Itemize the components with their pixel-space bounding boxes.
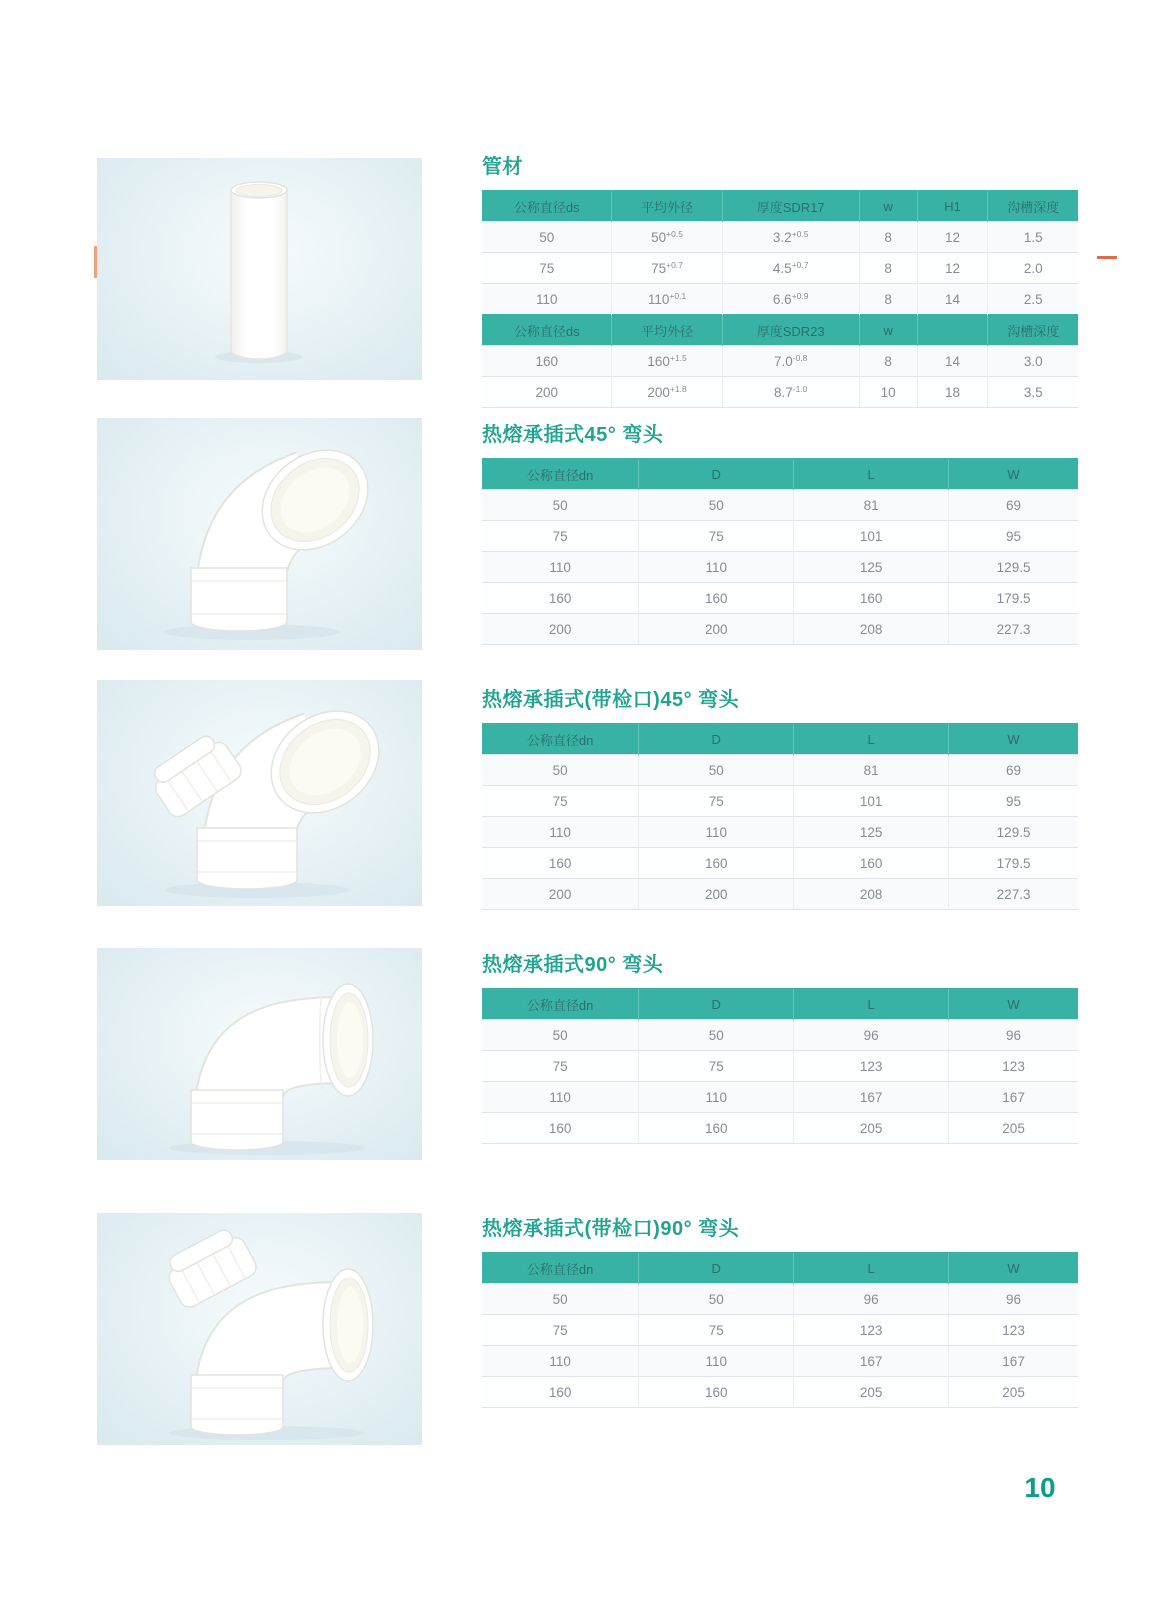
value-cell: 2.0 (988, 253, 1078, 284)
table-row (482, 521, 1078, 552)
table-row (482, 1113, 1078, 1144)
value-cell: 50 (482, 755, 639, 786)
value-cell: 200 (482, 614, 639, 645)
value-cell: 160 (794, 583, 949, 614)
table-row (482, 1284, 1078, 1315)
value-cell: 50 (639, 490, 794, 521)
section-title-elbow45: 热熔承插式45° 弯头 (482, 424, 664, 446)
column-header-cell: D (639, 459, 794, 490)
table-row (482, 1082, 1078, 1113)
column-header-cell: 厚度SDR23 (722, 315, 859, 346)
value-cell: 75 (482, 1315, 639, 1346)
value-cell: 75 (482, 521, 639, 552)
column-header-cell: w (859, 191, 917, 222)
elbow90-socket (191, 1090, 283, 1150)
pipe-illustration (97, 158, 422, 380)
value-cell: 12 (917, 222, 988, 253)
value-cell: 227.3 (949, 879, 1078, 910)
table-row (482, 552, 1078, 583)
value-cell: 160 (482, 583, 639, 614)
value-cell: 200 (482, 879, 639, 910)
column-header-cell: 平均外径 (612, 315, 722, 346)
table-row (482, 1346, 1078, 1377)
value-cell: 167 (794, 1346, 949, 1377)
section-title-elbow45-port: 热熔承插式(带检口)45° 弯头 (482, 689, 740, 711)
pipe-body (231, 190, 287, 359)
value-cell: 75 (639, 786, 794, 817)
value-cell: 14 (917, 346, 988, 377)
value-cell: 12 (917, 253, 988, 284)
value-cell: 8 (859, 222, 917, 253)
value-cell: 95 (949, 786, 1078, 817)
value-cell: 14 (917, 284, 988, 315)
table-header-row (482, 1253, 1078, 1284)
value-cell: 208 (794, 614, 949, 645)
value-cell: 3.0 (988, 346, 1078, 377)
value-cell: $3.2^{+0.5}$ (722, 222, 859, 253)
value-cell: 110 (639, 552, 794, 583)
value-cell: 160 (482, 346, 612, 377)
column-header-cell: 公称直径ds (482, 191, 612, 222)
elbow45-socket (191, 568, 287, 631)
value-cell: 208 (794, 879, 949, 910)
table-header-row (482, 724, 1078, 755)
value-cell: 160 (639, 1377, 794, 1408)
elbow90-port-illustration (97, 1213, 422, 1445)
value-cell: 200 (639, 879, 794, 910)
table-row (482, 377, 1078, 408)
right-crop-mark (1097, 256, 1117, 259)
value-cell: 125 (794, 552, 949, 583)
value-cell: 69 (949, 755, 1078, 786)
column-header-cell: L (794, 989, 949, 1020)
value-cell: 75 (482, 786, 639, 817)
value-cell: 110 (482, 817, 639, 848)
value-cell: 167 (794, 1082, 949, 1113)
value-cell: 75 (482, 253, 612, 284)
column-header-cell: 公称直径dn (482, 989, 639, 1020)
column-header-cell: L (794, 459, 949, 490)
table-row (482, 786, 1078, 817)
column-header-cell (917, 315, 988, 346)
value-cell: 50 (482, 222, 612, 253)
value-cell: 160 (482, 1377, 639, 1408)
product-image-elbow45 (97, 418, 422, 650)
value-cell: 123 (794, 1051, 949, 1082)
value-cell: $8.7^{-1.0}$ (722, 377, 859, 408)
value-cell: 110 (482, 1082, 639, 1113)
value-cell: 96 (949, 1020, 1078, 1051)
elbow90-opening (323, 1269, 373, 1381)
column-header-cell: D (639, 724, 794, 755)
column-header-cell: 公称直径dn (482, 1253, 639, 1284)
value-cell: 200 (482, 377, 612, 408)
value-cell: 81 (794, 755, 949, 786)
table-header-row (482, 191, 1078, 222)
section-title-pipe: 管材 (482, 156, 523, 178)
value-cell: 123 (949, 1315, 1078, 1346)
value-cell: 95 (949, 521, 1078, 552)
value-cell: 205 (949, 1377, 1078, 1408)
column-header-cell: W (949, 459, 1078, 490)
value-cell: 101 (794, 521, 949, 552)
table-row (482, 346, 1078, 377)
column-header-cell: L (794, 1253, 949, 1284)
table-row (482, 879, 1078, 910)
value-cell: 69 (949, 490, 1078, 521)
table-row (482, 1315, 1078, 1346)
column-header-cell: 沟槽深度 (988, 191, 1078, 222)
value-cell: 205 (794, 1377, 949, 1408)
left-crop-mark (94, 246, 97, 278)
value-cell: 96 (794, 1020, 949, 1051)
value-cell: 205 (949, 1113, 1078, 1144)
column-header-cell: H1 (917, 191, 988, 222)
column-header-cell: D (639, 989, 794, 1020)
value-cell: 129.5 (949, 817, 1078, 848)
spec-table-elbow90-port (482, 1252, 1078, 1408)
elbow90-socket (191, 1375, 283, 1435)
value-cell: 110 (482, 284, 612, 315)
column-header-cell: 公称直径dn (482, 724, 639, 755)
table-row (482, 1020, 1078, 1051)
value-cell: 50 (482, 1020, 639, 1051)
value-cell: 123 (949, 1051, 1078, 1082)
table-row (482, 490, 1078, 521)
value-cell: $160^{+1.5}$ (612, 346, 722, 377)
table-row (482, 1051, 1078, 1082)
section-title-elbow90: 热熔承插式90° 弯头 (482, 954, 664, 976)
elbow90-illustration (97, 948, 422, 1160)
value-cell: 160 (639, 848, 794, 879)
value-cell: $6.6^{+0.9}$ (722, 284, 859, 315)
value-cell: $7.0^{-0.8}$ (722, 346, 859, 377)
product-image-elbow45-port (97, 680, 422, 906)
value-cell: 1.5 (988, 222, 1078, 253)
table-row (482, 755, 1078, 786)
value-cell: 8 (859, 253, 917, 284)
product-image-pipe (97, 158, 422, 380)
value-cell: 50 (639, 1284, 794, 1315)
value-cell: 3.5 (988, 377, 1078, 408)
value-cell: 110 (482, 1346, 639, 1377)
page-number: 10 (1024, 1472, 1056, 1503)
value-cell: 18 (917, 377, 988, 408)
product-image-elbow90 (97, 948, 422, 1160)
elbow90-opening (323, 984, 373, 1096)
value-cell: 2.5 (988, 284, 1078, 315)
spec-table-pipe (482, 190, 1078, 408)
value-cell: 160 (639, 583, 794, 614)
column-header-cell: W (949, 724, 1078, 755)
value-cell: 160 (794, 848, 949, 879)
value-cell: 81 (794, 490, 949, 521)
column-header-cell: W (949, 1253, 1078, 1284)
value-cell: 75 (639, 1315, 794, 1346)
column-header-cell: 沟槽深度 (988, 315, 1078, 346)
value-cell: 96 (794, 1284, 949, 1315)
value-cell: 50 (482, 490, 639, 521)
value-cell: $110^{+0.1}$ (612, 284, 722, 315)
column-header-cell: W (949, 989, 1078, 1020)
value-cell: $4.5^{+0.7}$ (722, 253, 859, 284)
table-row (482, 848, 1078, 879)
value-cell: 101 (794, 786, 949, 817)
elbow45-illustration (97, 418, 422, 650)
table-row (482, 817, 1078, 848)
value-cell: 179.5 (949, 848, 1078, 879)
value-cell: 75 (639, 521, 794, 552)
column-header-cell: w (859, 315, 917, 346)
value-cell: 50 (482, 1284, 639, 1315)
column-header-cell: 公称直径ds (482, 315, 612, 346)
value-cell: 8 (859, 284, 917, 315)
value-cell: 167 (949, 1346, 1078, 1377)
column-header-cell: 平均外径 (612, 191, 722, 222)
value-cell: 8 (859, 346, 917, 377)
value-cell: $200^{+1.8}$ (612, 377, 722, 408)
inspection-cap-icon (160, 1223, 260, 1310)
value-cell: 125 (794, 817, 949, 848)
elbow45-port-illustration (97, 680, 422, 906)
elbow45-socket (197, 828, 297, 889)
spec-table-elbow45 (482, 458, 1078, 645)
value-cell: 110 (639, 1346, 794, 1377)
table-row (482, 253, 1078, 284)
value-cell: 200 (639, 614, 794, 645)
section-title-elbow90-port: 热熔承插式(带检口)90° 弯头 (482, 1218, 740, 1240)
value-cell: 179.5 (949, 583, 1078, 614)
column-header-cell: D (639, 1253, 794, 1284)
table-row (482, 1377, 1078, 1408)
value-cell: 129.5 (949, 552, 1078, 583)
table-row (482, 583, 1078, 614)
column-header-cell: 公称直径dn (482, 459, 639, 490)
value-cell: $50^{+0.5}$ (612, 222, 722, 253)
value-cell: 160 (639, 1113, 794, 1144)
value-cell: 50 (639, 755, 794, 786)
value-cell: 10 (859, 377, 917, 408)
column-header-cell: L (794, 724, 949, 755)
table-row (482, 284, 1078, 315)
value-cell: 205 (794, 1113, 949, 1144)
spec-table-elbow90 (482, 988, 1078, 1144)
value-cell: $75^{+0.7}$ (612, 253, 722, 284)
table-row (482, 222, 1078, 253)
product-image-elbow90-port (97, 1213, 422, 1445)
value-cell: 123 (794, 1315, 949, 1346)
value-cell: 160 (482, 848, 639, 879)
value-cell: 75 (482, 1051, 639, 1082)
value-cell: 96 (949, 1284, 1078, 1315)
table-header-row (482, 315, 1078, 346)
value-cell: 160 (482, 1113, 639, 1144)
value-cell: 75 (639, 1051, 794, 1082)
column-header-cell: 厚度SDR17 (722, 191, 859, 222)
table-row (482, 614, 1078, 645)
value-cell: 167 (949, 1082, 1078, 1113)
value-cell: 227.3 (949, 614, 1078, 645)
table-header-row (482, 989, 1078, 1020)
table-header-row (482, 459, 1078, 490)
value-cell: 110 (639, 1082, 794, 1113)
value-cell: 110 (482, 552, 639, 583)
value-cell: 110 (639, 817, 794, 848)
spec-table-elbow45-port (482, 723, 1078, 910)
value-cell: 50 (639, 1020, 794, 1051)
